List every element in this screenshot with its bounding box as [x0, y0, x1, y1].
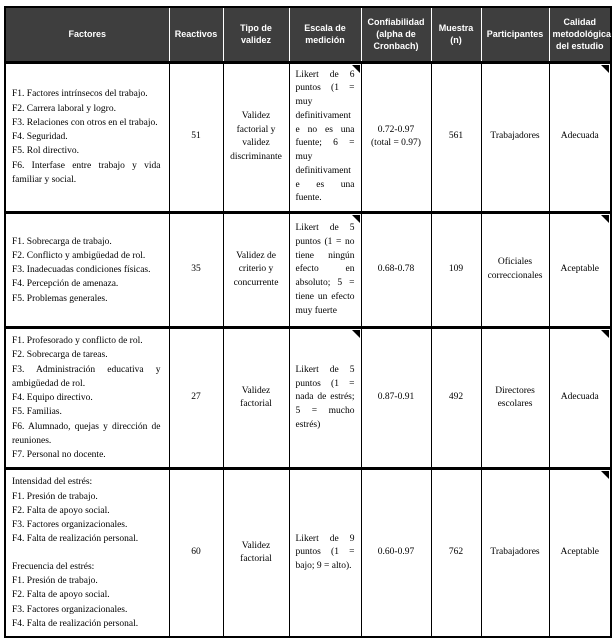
- cell-confiabilidad: 0.60-0.97: [361, 469, 431, 637]
- cell-participantes: Oficiales correccionales: [481, 213, 549, 328]
- cell-muestra: 492: [431, 328, 481, 469]
- table-row: [5, 213, 611, 328]
- factor-line: [12, 547, 161, 560]
- cell-escala-medicion: [289, 62, 361, 213]
- header-calidad-metodologica: Calidad metodológica del estudio: [549, 7, 611, 62]
- cell-confiabilidad: 0.72-0.97 (total = 0.97): [361, 62, 431, 213]
- factor-line: Frecuencia del estrés:: [12, 561, 95, 572]
- escala-text: Likert de 5 puntos (1 = no tiene ningún efecto en absoluto; 5 = tiene un efecto muy fuerte: [295, 222, 355, 316]
- header-tipo-validez: Tipo de validez: [223, 7, 289, 62]
- corner-marker-icon: [601, 215, 609, 223]
- cell-confiabilidad: 0.68-0.78: [361, 213, 431, 328]
- header-factores: Factores: [5, 7, 169, 62]
- escala-text: Likert de 5 puntos (1 = nada de estrés; 5 = mucho estrés): [295, 364, 355, 430]
- cell-tipo-validez: Validez factorial: [223, 469, 289, 637]
- header-reactivos: Reactivos: [169, 7, 223, 62]
- factor-line: F2. Falta de apoyo social.: [12, 505, 110, 516]
- factor-line: Intensidad del estrés:: [12, 477, 93, 488]
- header-confiabilidad: Confiabilidad (alpha de Cronbach): [361, 7, 431, 62]
- factor-line: F2. Sobrecarga de tareas.: [12, 350, 108, 361]
- header-muestra: Muestra (n): [431, 7, 481, 62]
- factor-line: F4. Seguridad.: [12, 132, 68, 143]
- cell-escala-medicion: [289, 328, 361, 469]
- factor-line: F4. Percepción de amenaza.: [12, 279, 119, 290]
- factor-line: F3. Factores organizacionales.: [12, 604, 128, 615]
- factor-line: F3. Administración educativa y ambigüedad de rol.: [12, 364, 161, 389]
- calidad-text: Adecuada: [560, 392, 599, 403]
- factor-line: F7. Personal no docente.: [12, 450, 106, 461]
- cell-participantes: Trabajadores: [481, 62, 549, 213]
- cell-calidad: [549, 62, 611, 213]
- escala-text: Likert de 9 puntos (1 = bajo; 9 = alto).: [295, 533, 355, 572]
- corner-marker-icon: [352, 65, 360, 73]
- corner-marker-icon: [601, 65, 609, 73]
- factor-line: F1. Presión de trabajo.: [12, 491, 98, 502]
- cell-tipo-validez: Validez de criterio y concurrente: [223, 213, 289, 328]
- cell-reactivos: 35: [169, 213, 223, 328]
- corner-marker-icon: [352, 215, 360, 223]
- calidad-text: Aceptable: [560, 264, 599, 275]
- calidad-text: Aceptable: [560, 547, 599, 558]
- table-body: [5, 62, 611, 637]
- cell-muestra: 109: [431, 213, 481, 328]
- cell-participantes: Directores escolares: [481, 328, 549, 469]
- header-participantes: Participantes: [481, 7, 549, 62]
- cell-muestra: 561: [431, 62, 481, 213]
- cell-muestra: 762: [431, 469, 481, 637]
- factor-line: F4. Falta de realización personal.: [12, 618, 139, 629]
- cell-calidad: [549, 328, 611, 469]
- factor-line: F3. Relaciones con otros en el trabajo.: [12, 117, 158, 128]
- factor-line: F3. Inadecuadas condiciones físicas.: [12, 265, 151, 276]
- table-header: [5, 7, 611, 62]
- factor-line: F1. Factores intrínsecos del trabajo.: [12, 89, 148, 100]
- cell-reactivos: 60: [169, 469, 223, 637]
- factor-line: F1. Presión de trabajo.: [12, 576, 98, 587]
- factor-line: F1. Sobrecarga de trabajo.: [12, 236, 112, 247]
- corner-marker-icon: [352, 330, 360, 338]
- factor-line: F1. Profesorado y conflicto de rol.: [12, 336, 143, 347]
- cell-factores: [5, 328, 169, 469]
- factor-line: F2. Conflicto y ambigüedad de rol.: [12, 250, 146, 261]
- factor-line: F5. Familias.: [12, 407, 62, 418]
- corner-marker-icon: [601, 471, 609, 479]
- table-row: [5, 62, 611, 213]
- factor-line: F4. Equipo directivo.: [12, 393, 93, 404]
- factor-line: F5. Rol directivo.: [12, 146, 80, 157]
- cell-confiabilidad: 0.87-0.91: [361, 328, 431, 469]
- factor-line: F2. Falta de apoyo social.: [12, 590, 110, 601]
- factor-line: F6. Alumnado, quejas y dirección de reuniones.: [12, 421, 161, 446]
- cell-escala-medicion: [289, 213, 361, 328]
- escala-text: Likert de 6 puntos (1 = muy definitivamente no es una fuente; 6 = muy definitivamente es una fuente.: [295, 69, 355, 204]
- factor-line: F2. Carrera laboral y logro.: [12, 103, 116, 114]
- cell-factores: [5, 213, 169, 328]
- factor-line: F6. Interfase entre trabajo y vida familiar y social.: [12, 160, 161, 185]
- cell-reactivos: 51: [169, 62, 223, 213]
- cell-calidad: [549, 213, 611, 328]
- study-comparison-table: [4, 6, 612, 638]
- header-row: [5, 7, 611, 62]
- table-row: [5, 328, 611, 469]
- cell-participantes: Trabajadores: [481, 469, 549, 637]
- cell-tipo-validez: Validez factorial: [223, 328, 289, 469]
- factor-line: F3. Factores organizacionales.: [12, 520, 128, 531]
- calidad-text: Adecuada: [560, 131, 599, 142]
- cell-factores: [5, 62, 169, 213]
- header-escala-medicion: Escala de medición: [289, 7, 361, 62]
- cell-tipo-validez: Validez factorial y validez discriminante: [223, 62, 289, 213]
- factor-line: F4. Falta de realización personal.: [12, 534, 139, 545]
- corner-marker-icon: [601, 330, 609, 338]
- cell-reactivos: 27: [169, 328, 223, 469]
- factor-line: F5. Problemas generales.: [12, 293, 108, 304]
